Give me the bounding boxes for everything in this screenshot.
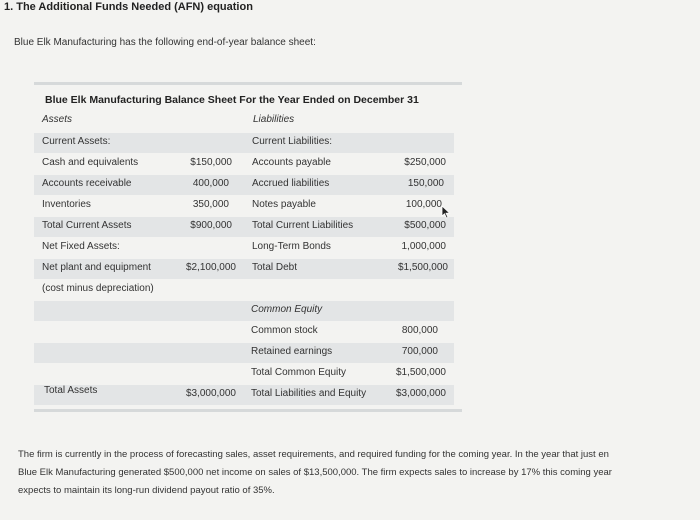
sheet-heading: Blue Elk Manufacturing Balance Sheet For the Year Ended on December 31	[45, 94, 419, 106]
top-rule	[34, 82, 462, 85]
tce-value: $1,500,000	[395, 367, 446, 378]
intro-text: Blue Elk Manufacturing has the following end-of-year balance sheet:	[14, 37, 316, 48]
ltb-label: Long-Term Bonds	[252, 241, 331, 252]
cash-value: $150,000	[190, 157, 232, 168]
paragraph-line-1: The firm is currently in the process of forecasting sales, asset requirements, and required funding for the coming year. In the year that just en	[18, 449, 609, 460]
notes-payable-value: 100,000	[405, 199, 442, 210]
tca-value: $900,000	[190, 220, 232, 231]
accrued-label: Accrued liabilities	[252, 178, 330, 189]
balance-sheet	[34, 82, 462, 414]
page-title: 1. The Additional Funds Needed (AFN) equation	[4, 1, 253, 13]
problem-paragraph	[18, 446, 700, 500]
band-blank	[34, 301, 454, 321]
mouse-pointer-icon	[441, 205, 451, 219]
ar-value: 400,000	[192, 178, 229, 189]
total-debt-value: $1,500,000	[397, 262, 448, 273]
common-stock-value: 800,000	[401, 325, 438, 336]
ar-label: Accounts receivable	[42, 178, 132, 189]
total-assets-label: Total Assets	[44, 385, 98, 396]
tca-label: Total Current Assets	[42, 220, 132, 231]
inventories-label: Inventories	[42, 199, 91, 210]
ppe-note: (cost minus depreciation)	[42, 283, 154, 294]
common-equity-label: Common Equity	[251, 304, 323, 315]
assets-header: Assets	[42, 114, 73, 125]
accrued-value: 150,000	[407, 178, 444, 189]
ppe-value: $2,100,000	[185, 262, 236, 273]
inventories-value: 350,000	[192, 199, 229, 210]
tcl-value: $500,000	[404, 220, 446, 231]
bottom-rule	[34, 409, 462, 412]
ppe-label: Net plant and equipment	[42, 262, 151, 273]
paragraph-line-2: Blue Elk Manufacturing generated $500,000 net income on sales of $13,500,000. The firm expects sales to increase by 17% this coming year	[18, 467, 612, 478]
ltb-value: 1,000,000	[401, 241, 446, 252]
tce-label: Total Common Equity	[251, 367, 347, 378]
total-assets-value: $3,000,000	[185, 388, 236, 399]
retained-earnings-value: 700,000	[401, 346, 438, 357]
liabilities-header: Liabilities	[253, 114, 295, 125]
nfa-label: Net Fixed Assets:	[42, 241, 120, 252]
cash-label: Cash and equivalents	[42, 157, 139, 168]
ap-value: $250,000	[404, 157, 446, 168]
common-stock-label: Common stock	[251, 325, 318, 336]
notes-payable-label: Notes payable	[252, 199, 316, 210]
tle-value: $3,000,000	[395, 388, 446, 399]
paragraph-line-3: expects to maintain its long-run dividend payout ratio of 35%.	[18, 485, 275, 496]
current-liabilities-label: Current Liabilities:	[252, 136, 333, 147]
current-assets-label: Current Assets:	[42, 136, 111, 147]
retained-earnings-label: Retained earnings	[251, 346, 333, 357]
ap-label: Accounts payable	[252, 157, 331, 168]
tcl-label: Total Current Liabilities	[252, 220, 354, 231]
total-debt-label: Total Debt	[252, 262, 298, 273]
tle-label: Total Liabilities and Equity	[251, 388, 367, 399]
